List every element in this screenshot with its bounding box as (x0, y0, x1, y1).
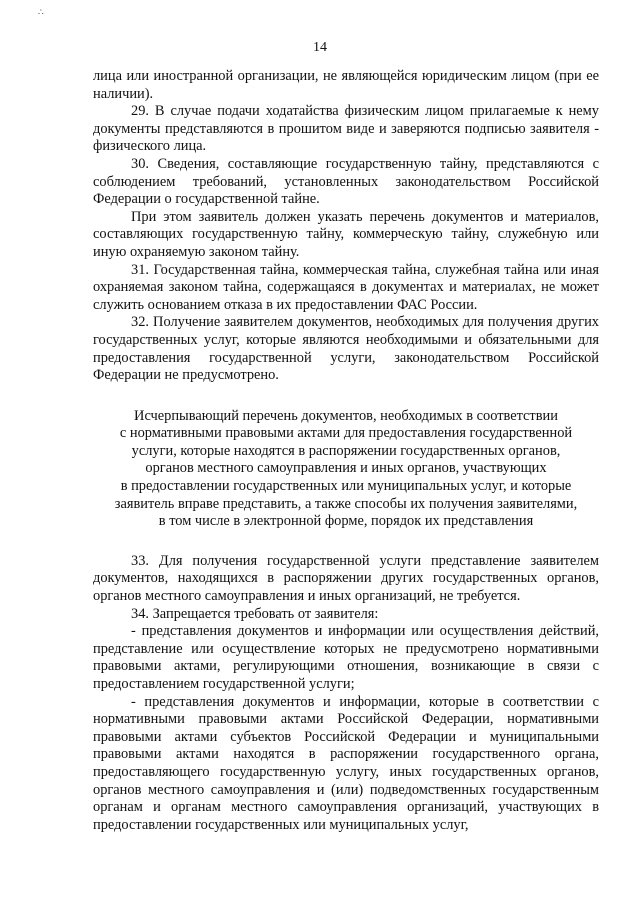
paragraph: 31. Государственная тайна, коммерческая тайна, служебная тайна или иная охраняемая законом тайна, содержащаяся в документах и материалах, не может служить основанием отказа в их предоставлении ФАС России. (93, 261, 599, 313)
section-heading (93, 408, 599, 531)
heading-line: органов местного самоуправления и иных органов, участвующих (145, 460, 547, 477)
document-body (93, 68, 599, 834)
paragraph: - представления документов и информации или осуществления действий, представление или осуществление которых не предусмотрено нормативными правовыми актами, регулирующими отношения, возникающие в связи с предоставлением государственной услуги; (93, 623, 599, 692)
paragraph: 32. Получение заявителем документов, необходимых для получения других государственных услуг, которые являются необходимыми и обязательными для предоставления государственной услуги, законодательством Российской Федерации не предусмотрено. (93, 314, 599, 384)
paragraphs-after-heading (93, 553, 599, 835)
heading-line: в предоставлении государственных или муниципальных услуг, и которые (120, 478, 572, 495)
paragraph: При этом заявитель должен указать перечень документов и материалов, составляющих государственную тайну, коммерческую тайну, служебную или иную охраняемую законом тайну. (93, 208, 599, 260)
paragraph: 30. Сведения, составляющие государственную тайну, представляются с соблюдением требований, установленных законодательством Российской Федерации о государственной тайне. (93, 155, 599, 208)
corner-mark: ∴ (38, 7, 44, 17)
heading-line: услуги, которые находятся в распоряжении государственных органов, (131, 442, 561, 459)
heading-line: Исчерпывающий перечень документов, необходимых в соответствии (134, 407, 558, 424)
paragraph: 29. В случае подачи ходатайства физическим лицом прилагаемые к нему документы представляются в прошитом виде и заверяются подписью заявителя - физического лица. (93, 103, 599, 155)
paragraph: 33. Для получения государственной услуги представление заявителем документов, находящихся в распоряжении других государственных органов, органов местного самоуправления и иных организаций, не требуется. (93, 552, 599, 605)
paragraph: 34. Запрещается требовать от заявителя: (131, 605, 379, 622)
paragraph: лица или иностранной организации, не являющейся юридическим лицом (при ее наличии). (93, 68, 599, 102)
paragraph: - представления документов и информации, которые в соответствии с нормативными правовыми актами Российской Федерации, нормативными правовыми актами субъектов Российской Федерации и муниципальными правовыми актами находятся в распоряжении государственного органа, предоставляющего государственную услугу, иных государственных органов, органов местного самоуправления и (или) подведомственных государственным органам и органам местного самоуправления организаций, участвующих в предоставлении государственных или муниципальных услуг, (93, 693, 599, 833)
heading-line: с нормативными правовыми актами для предоставления государственной (119, 425, 573, 442)
page-number: 14 (313, 40, 327, 55)
heading-line: в том числе в электронной форме, порядок их представления (158, 513, 534, 530)
heading-line: заявитель вправе представить, а также способы их получения заявителями, (114, 495, 578, 512)
paragraphs-before-heading (93, 68, 599, 385)
